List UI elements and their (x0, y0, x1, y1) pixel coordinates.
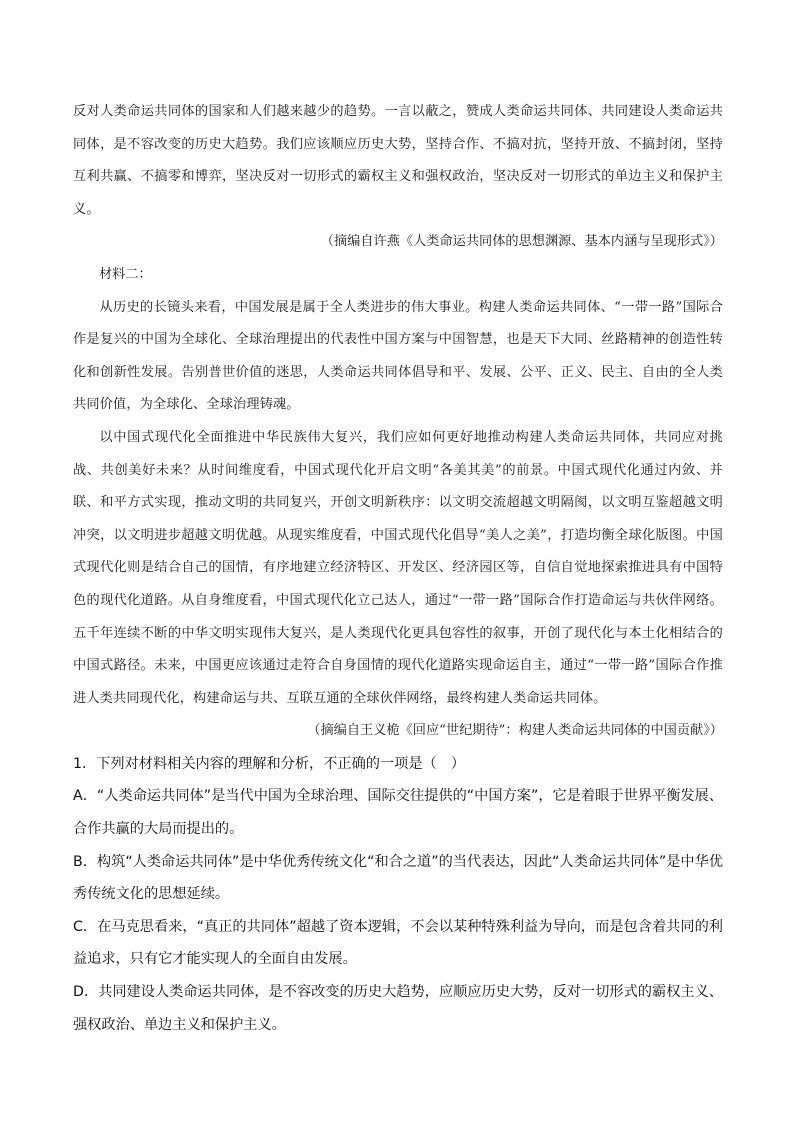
question-1-option-b: B．构筑“人类命运共同体”是中华优秀传统文化“和合之道”的当代表达，因此“人类命运共同体”是中华优秀传统文化的思想延续。 (73, 853, 723, 903)
material1-source: （摘编自许燕《人类命运共同体的思想渊源、基本内涵与呈现形式》） (320, 234, 723, 250)
question-1-option-c: C．在马克思看来，“真正的共同体”超越了资本逻辑，不会以某种特殊利益为导向，而是包含着共同的利益追求，只有它才能实现人的全面自由发展。 (73, 918, 723, 968)
question-1-stem: 1．下列对材料相关内容的理解和分析，不正确的一项是（ ） (73, 755, 466, 772)
question-1-option-a: A．“人类命运共同体”是当代中国为全球治理、国际交往提供的“中国方案”，它是着眼于世界平衡发展、合作共赢的大局而提出的。 (73, 788, 723, 838)
material2-paragraph-1: 从历史的长镜头来看，中国发展是属于全人类进步的伟大事业。构建人类命运共同体、“一带一路”国际合作是复兴的中国为全球化、全球治理提出的代表性中国方案与中国智慧，也是天下大同、丝路精神的创造性转化和创新性发展。告别普世价值的迷思，人类命运共同体倡导和平、发展、公平、正义、民主、自由的全人类共同价值，为全球化、全球治理铸魂。 (73, 299, 723, 413)
document-content (73, 96, 723, 1041)
material2-source: （摘编自王义桅《回应“世纪期待”：构建人类命运共同体的中国贡献》） (307, 723, 723, 739)
material2-label: 材料二： (99, 266, 152, 282)
material1-continued-paragraph: 反对人类命运共同体的国家和人们越来越少的趋势。一言以蔽之，赞成人类命运共同体、共同建设人类命运共同体，是不容改变的历史大趋势。我们应该顺应历史大势，坚持合作、不搞对抗，坚持开放、不搞封闭，坚持互利共赢、不搞零和博弈，坚决反对一切形式的霸权主义和强权政治，坚决反对一切形式的单边主义和保护主义。 (73, 104, 723, 217)
question-1-option-d: D．共同建设人类命运共同体，是不容改变的历史大趋势，应顺应历史大势，反对一切形式的霸权主义、强权政治、单边主义和保护主义。 (73, 984, 723, 1033)
material2-paragraph-2: 以中国式现代化全面推进中华民族伟大复兴，我们应如何更好地推动构建人类命运共同体，共同应对挑战、共创美好未来？从时间维度看，中国式现代化开启文明“各美其美”的前景。中国式现代化通过内敛、并联、和平方式实现，推动文明的共同复兴，开创文明新秩序：以文明交流超越文明隔阂，以文明互鉴超越文明冲突，以文明进步超越文明优越。从现实维度看，中国式现代化倡导“美人之美”，打造均衡全球化版图。中国式现代化则是结合自己的国情，有序地建立经济特区、开发区、经济园区等，自信自觉地探索推进具有中国特色的现代化道路。从自身维度看，中国式现代化立己达人，通过“一带一路”国际合作打造命运与共伙伴网络。五千年连续不断的中华文明实现伟大复兴，是人类现代化更具包容性的叙事，开创了现代化与本土化相结合的中国式路径。未来，中国更应该通过走符合自身国情的现代化道路实现命运自主，通过“一带一路”国际合作推进人类共同现代化，构建命运与共、互联互通的全球伙伴网络，最终构建人类命运共同体。 (73, 429, 723, 706)
